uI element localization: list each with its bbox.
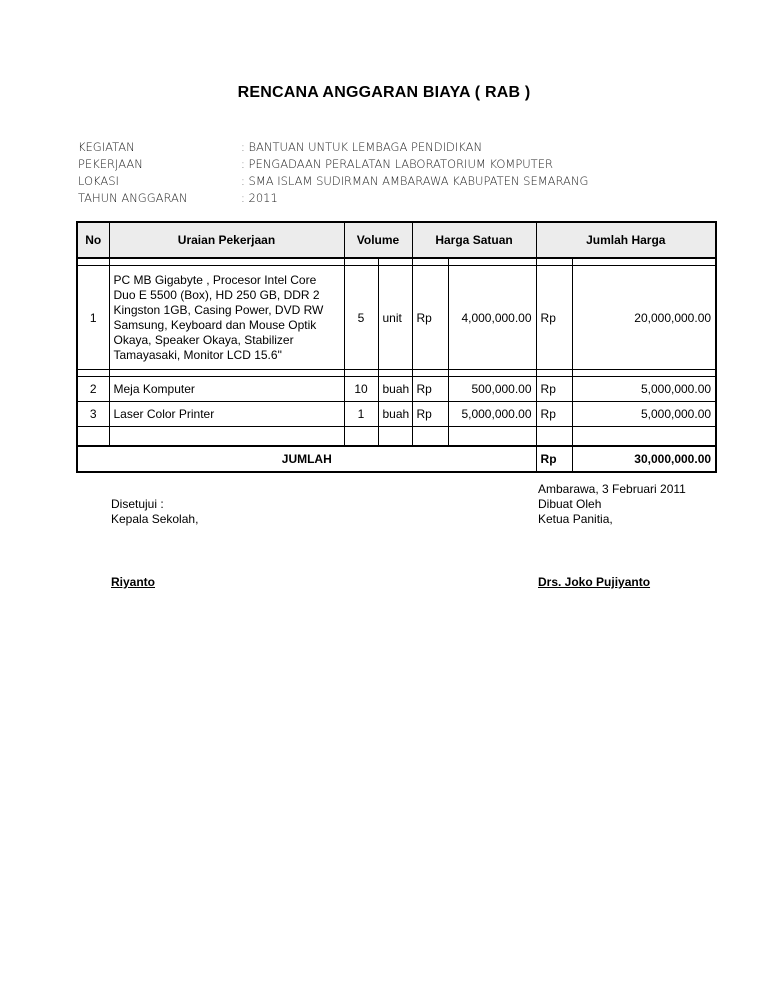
row-harga-satuan: 500,000.00 [448, 377, 536, 402]
row-currency: Rp [536, 266, 572, 370]
spacer-row [77, 370, 716, 377]
creator-label: Dibuat Oleh [538, 497, 602, 511]
info-label: LOKASI [78, 174, 119, 188]
row-uraian: Meja Komputer [109, 377, 344, 402]
row-unit: buah [378, 377, 412, 402]
table-row [77, 377, 716, 402]
signature-right [538, 482, 686, 590]
info-value: : SMA ISLAM SUDIRMAN AMBARAWA KABUPATEN SEMARANG [241, 174, 589, 188]
creator-role: Ketua Panitia, [538, 512, 613, 526]
row-no: 3 [77, 402, 109, 427]
info-row-tahun-anggaran [78, 190, 588, 207]
row-currency: Rp [412, 377, 448, 402]
approval-role: Kepala Sekolah, [111, 512, 199, 526]
row-qty: 1 [344, 402, 378, 427]
info-row-pekerjaan [78, 156, 588, 173]
row-uraian: Laser Color Printer [109, 402, 344, 427]
row-currency: Rp [536, 377, 572, 402]
row-qty: 5 [344, 266, 378, 370]
info-label: KEGIATAN [78, 140, 135, 154]
table-row [77, 402, 716, 427]
total-label: JUMLAH [77, 446, 536, 472]
info-label: PEKERJAAN [78, 157, 143, 171]
row-currency: Rp [536, 402, 572, 427]
header-harga-satuan: Harga Satuan [412, 222, 536, 258]
info-label: TAHUN ANGGARAN [78, 191, 188, 205]
info-row-kegiatan [78, 139, 588, 156]
info-block [78, 139, 588, 207]
row-unit: buah [378, 402, 412, 427]
budget-table [76, 221, 717, 473]
row-unit: unit [378, 266, 412, 370]
row-harga-satuan: 4,000,000.00 [448, 266, 536, 370]
row-jumlah-harga: 5,000,000.00 [572, 402, 716, 427]
header-no: No [77, 222, 109, 258]
row-qty: 10 [344, 377, 378, 402]
header-uraian: Uraian Pekerjaan [109, 222, 344, 258]
info-value: : PENGADAAN PERALATAN LABORATORIUM KOMPUTER [241, 157, 553, 171]
info-value: : BANTUAN UNTUK LEMBAGA PENDIDIKAN [241, 140, 483, 154]
spacer-row [77, 258, 716, 266]
creator-name: Drs. Joko Pujiyanto [538, 575, 651, 589]
signing-date: Ambarawa, 3 Februari 2011 [538, 482, 686, 496]
row-harga-satuan: 5,000,000.00 [448, 402, 536, 427]
table-row [77, 266, 716, 370]
header-volume: Volume [344, 222, 412, 258]
total-value: 30,000,000.00 [572, 446, 716, 472]
row-uraian: PC MB Gigabyte , Procesor Intel Core Duo E 5500 (Box), HD 250 GB, DDR 2 Kingston 1GB, Casing Power, DVD RW Samsung, Keyboard dan Mouse Optik Okaya, Speaker Okaya, Stabilizer Tamayasaki, Monitor LCD 15.6" [109, 266, 344, 370]
total-currency: Rp [536, 446, 572, 472]
document-title: RENCANA ANGGARAN BIAYA ( RAB ) [237, 84, 531, 101]
row-no: 2 [77, 377, 109, 402]
signature-left [111, 497, 198, 590]
total-row [77, 446, 716, 472]
row-currency: Rp [412, 402, 448, 427]
approver-name: Riyanto [111, 575, 156, 589]
row-jumlah-harga: 5,000,000.00 [572, 377, 716, 402]
table-header-row [77, 222, 716, 258]
row-jumlah-harga: 20,000,000.00 [572, 266, 716, 370]
header-jumlah-harga: Jumlah Harga [536, 222, 716, 258]
info-value: : 2011 [241, 191, 278, 205]
row-no: 1 [77, 266, 109, 370]
info-row-lokasi [78, 173, 588, 190]
row-currency: Rp [412, 266, 448, 370]
table-row-empty [77, 427, 716, 447]
approval-label: Disetujui : [111, 497, 164, 511]
